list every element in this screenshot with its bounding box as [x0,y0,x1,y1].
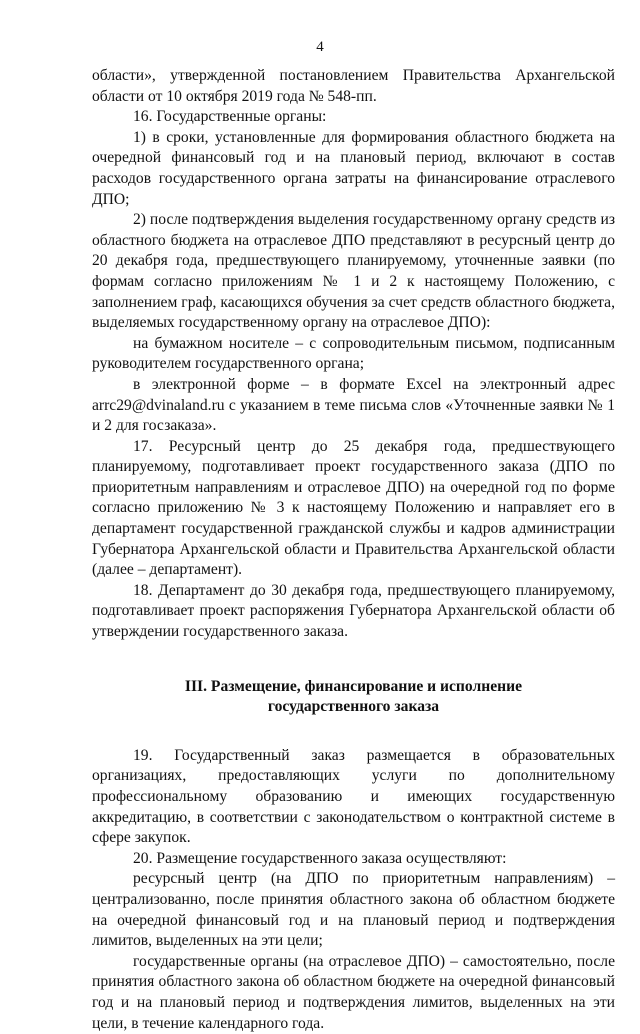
paragraph: 18. Департамент до 30 декабря года, предшествующего планируемому, подготавливает проект распоряжения Губернатора Архангельской области об утверждении государственного заказа. [92,581,615,641]
paragraph: 19. Государственный заказ размещается в образовательных организациях, предоставляющих услуги по дополнительному профессиональному образованию и имеющих государственную аккредитацию, в соответствии с законодательством о контрактной системе в сфере закупок. [92,746,615,847]
paragraph: 1) в сроки, установленные для формирования областного бюджета на очередной финансовый год и на плановый период, включают в состав расходов государственного органа затраты на финансирование отраслевого ДПО; [92,128,615,208]
paragraph: 2) после подтверждения выделения государственному органу средств из областного бюджета на отраслевое ДПО представляют в ресурсный центр до 20 декабря года, предшествующего планируемому, уточненные заявки (по формам согласно приложениям № 1 и 2 к настоящему Положению, с заполнением граф, касающихся обучения за счет средств областного бюджета, выделяемых государственному органу на отраслевое ДПО): [92,211,615,332]
section-heading-line-2: государственного заказа [267,698,440,716]
paragraph: 17. Ресурсный центр до 25 декабря года, предшествующего планируемому, подготавливает проект государственного заказа (ДПО по приоритетным направлениям и отраслевое ДПО) на очередной год по форме согласно приложению № 3 к настоящему Положению и направляет его в департамент государственной гражданской службы и кадров администрации Губернатора Архангельской области и Правительства Архангельской области (далее – департамент). [92,437,615,579]
paragraph: 16. Государственные органы: [133,108,327,126]
page-number: 4 [316,39,324,55]
section-heading-line-1: III. Размещение, финансирование и исполнение [184,677,523,695]
paragraph: на бумажном носителе – с сопроводительным письмом, подписанным руководителем государственного органа; [92,334,615,373]
paragraphs-bottom [92,746,615,1034]
paragraph: в электронной форме – в формате Excel на электронный адрес arrc29@dvinaland.ru с указанием в теме письма слов «Уточненные заявки № 1 и 2 для госзаказа». [92,375,615,435]
paragraphs-top [92,66,615,643]
paragraph: 20. Размещение государственного заказа осуществляют: [133,849,507,867]
paragraph: государственные органы (на отраслевое ДПО) – самостоятельно, после принятия областного закона об областном бюджете на очередной финансовый год и на плановый период и подтверждения лимитов, выделенных на эти цели, в течение календарного года. [92,952,615,1032]
paragraph: области», утвержденной постановлением Правительства Архангельской области от 10 октября 2019 года № 548-пп. [92,67,615,105]
paragraph: ресурсный центр (на ДПО по приоритетным направлениям) – централизованно, после принятия областного закона об областном бюджете на очередной финансовый год и на плановый период и подтверждения лимитов, выделенных на эти цели; [92,870,615,950]
section-heading [92,677,615,718]
document-body [92,66,615,1034]
